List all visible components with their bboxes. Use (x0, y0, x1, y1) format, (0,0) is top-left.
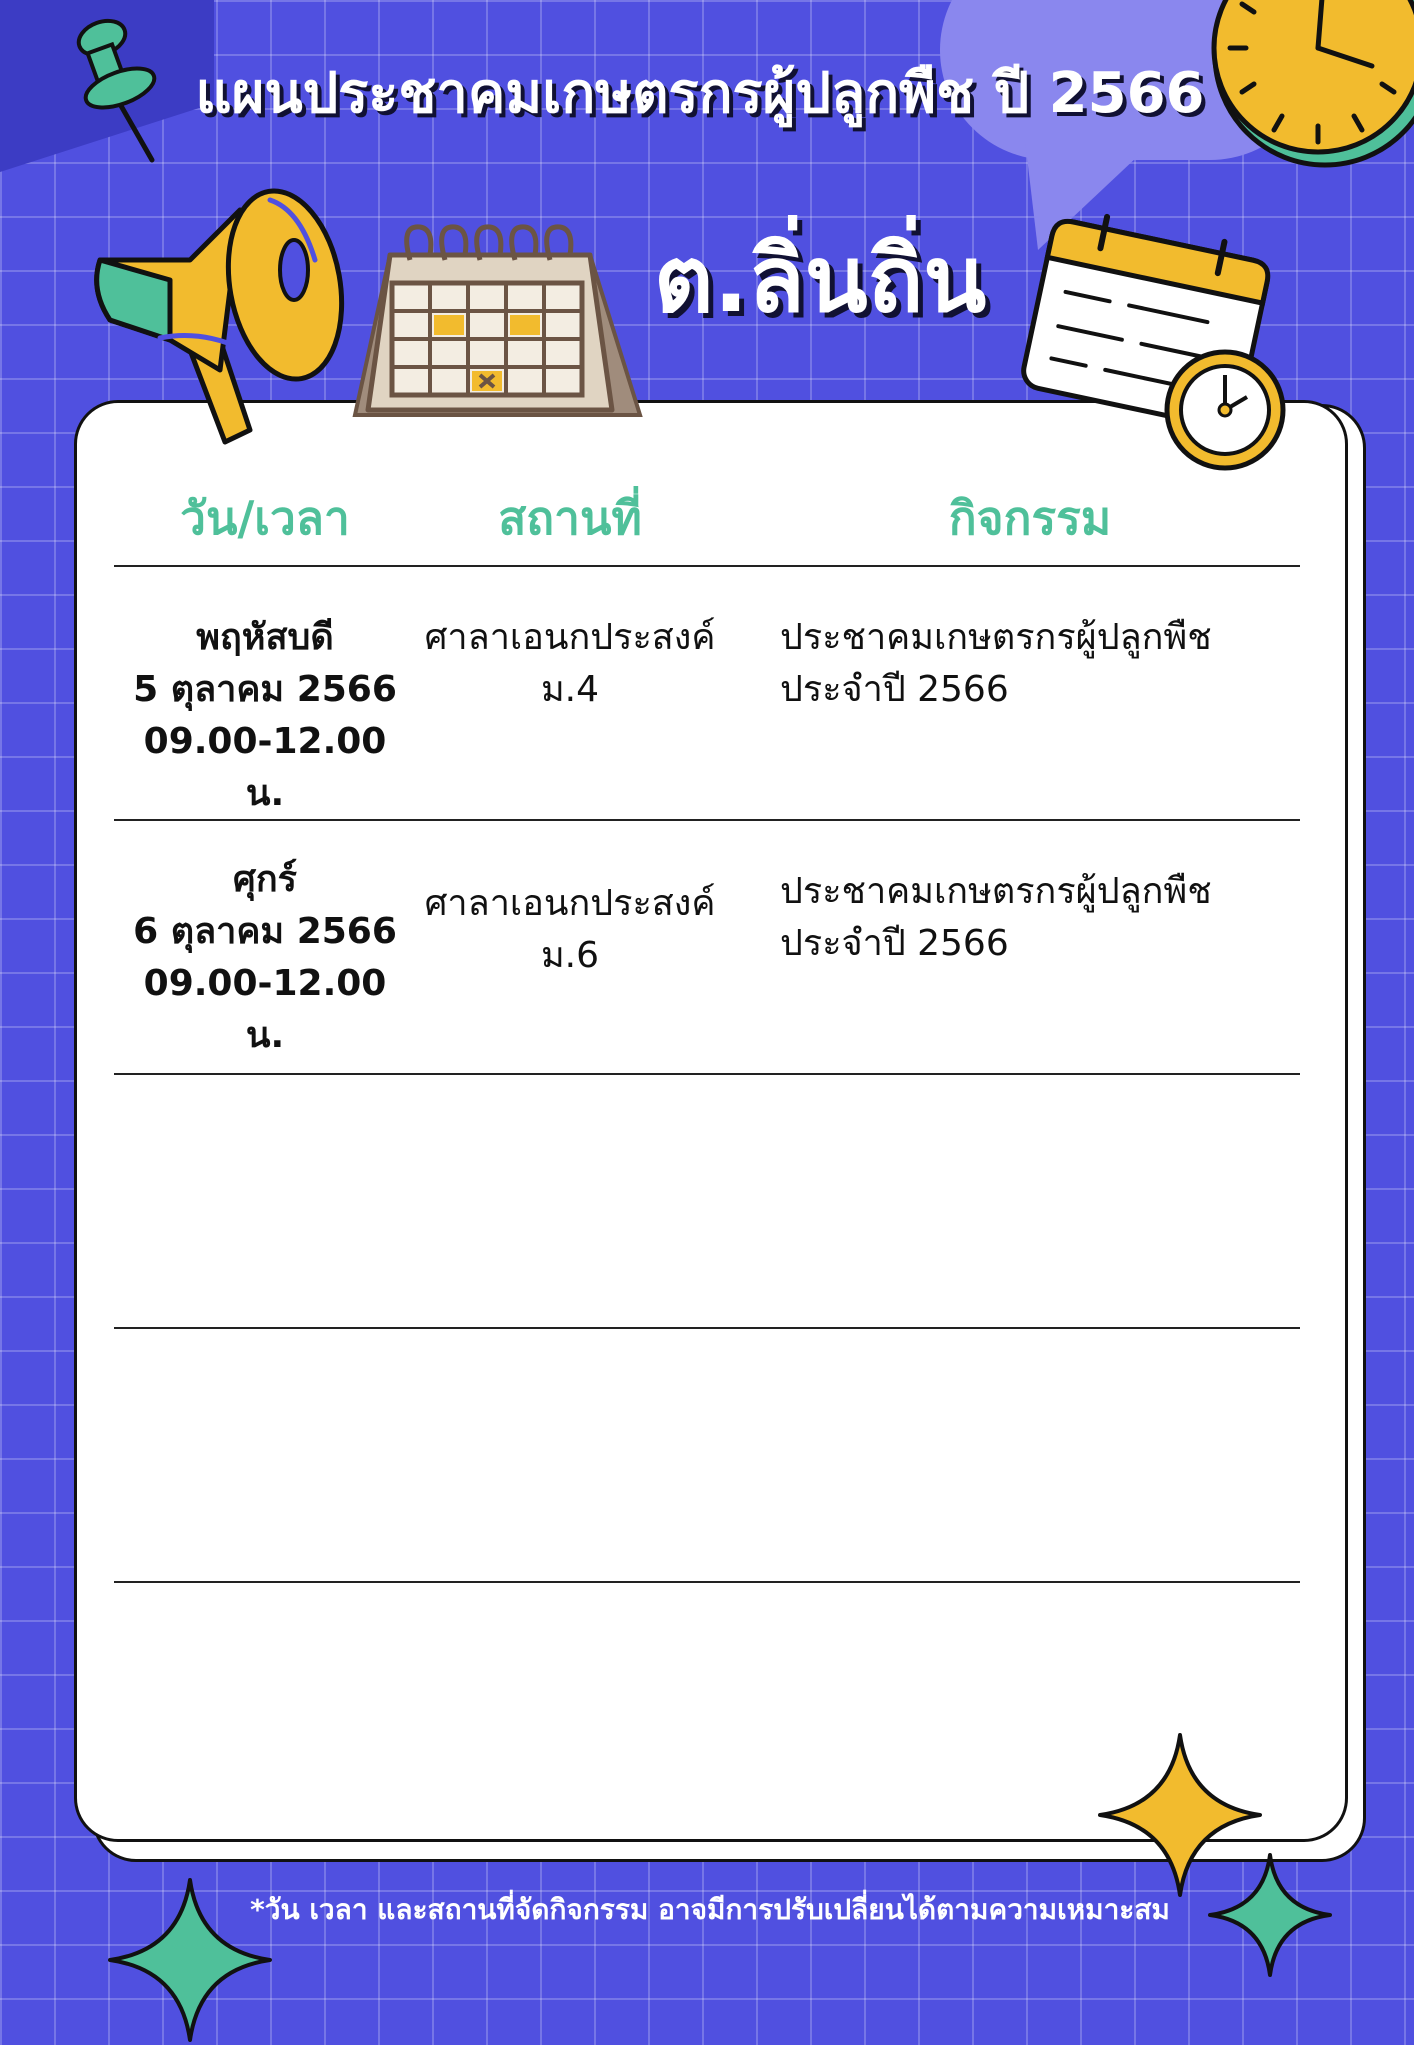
table-divider (114, 1581, 1300, 1583)
column-header-activity: กิจกรรม (948, 491, 1112, 545)
column-header-datetime: วัน/เวลา (180, 491, 350, 545)
footnote: *วัน เวลา และสถานที่จัดกิจกรรม อาจมีการปรับเปลี่ยนได้ตามความเหมาะสม (250, 1893, 1170, 1926)
page-title: แผนประชาคมเกษตรกรผู้ปลูกพืช ปี 2566 (195, 61, 1205, 126)
table-divider (114, 1327, 1300, 1329)
row-place: ศาลาเอนกประสงค์ ม.6 (424, 883, 716, 976)
table-divider (114, 565, 1300, 567)
calendar-clock-icon (1015, 215, 1295, 475)
page-subtitle: ต.ลิ่นถิ่น (653, 226, 987, 333)
table-divider (114, 819, 1300, 821)
row-activity: ประชาคมเกษตรกรผู้ปลูกพืช ประจำปี 2566 (780, 617, 1212, 710)
megaphone-icon (70, 170, 360, 460)
row-activity: ประชาคมเกษตรกรผู้ปลูกพืช ประจำปี 2566 (780, 871, 1212, 964)
desk-calendar-icon (350, 215, 650, 425)
row-datetime: พฤหัสบดี 5 ตุลาคม 2566 09.00-12.00 น. (133, 617, 397, 814)
column-header-place: สถานที่ (498, 491, 642, 545)
row-place: ศาลาเอนกประสงค์ ม.4 (424, 617, 716, 710)
row-datetime: ศุกร์ 6 ตุลาคม 2566 09.00-12.00 น. (133, 859, 397, 1056)
table-divider (114, 1073, 1300, 1075)
